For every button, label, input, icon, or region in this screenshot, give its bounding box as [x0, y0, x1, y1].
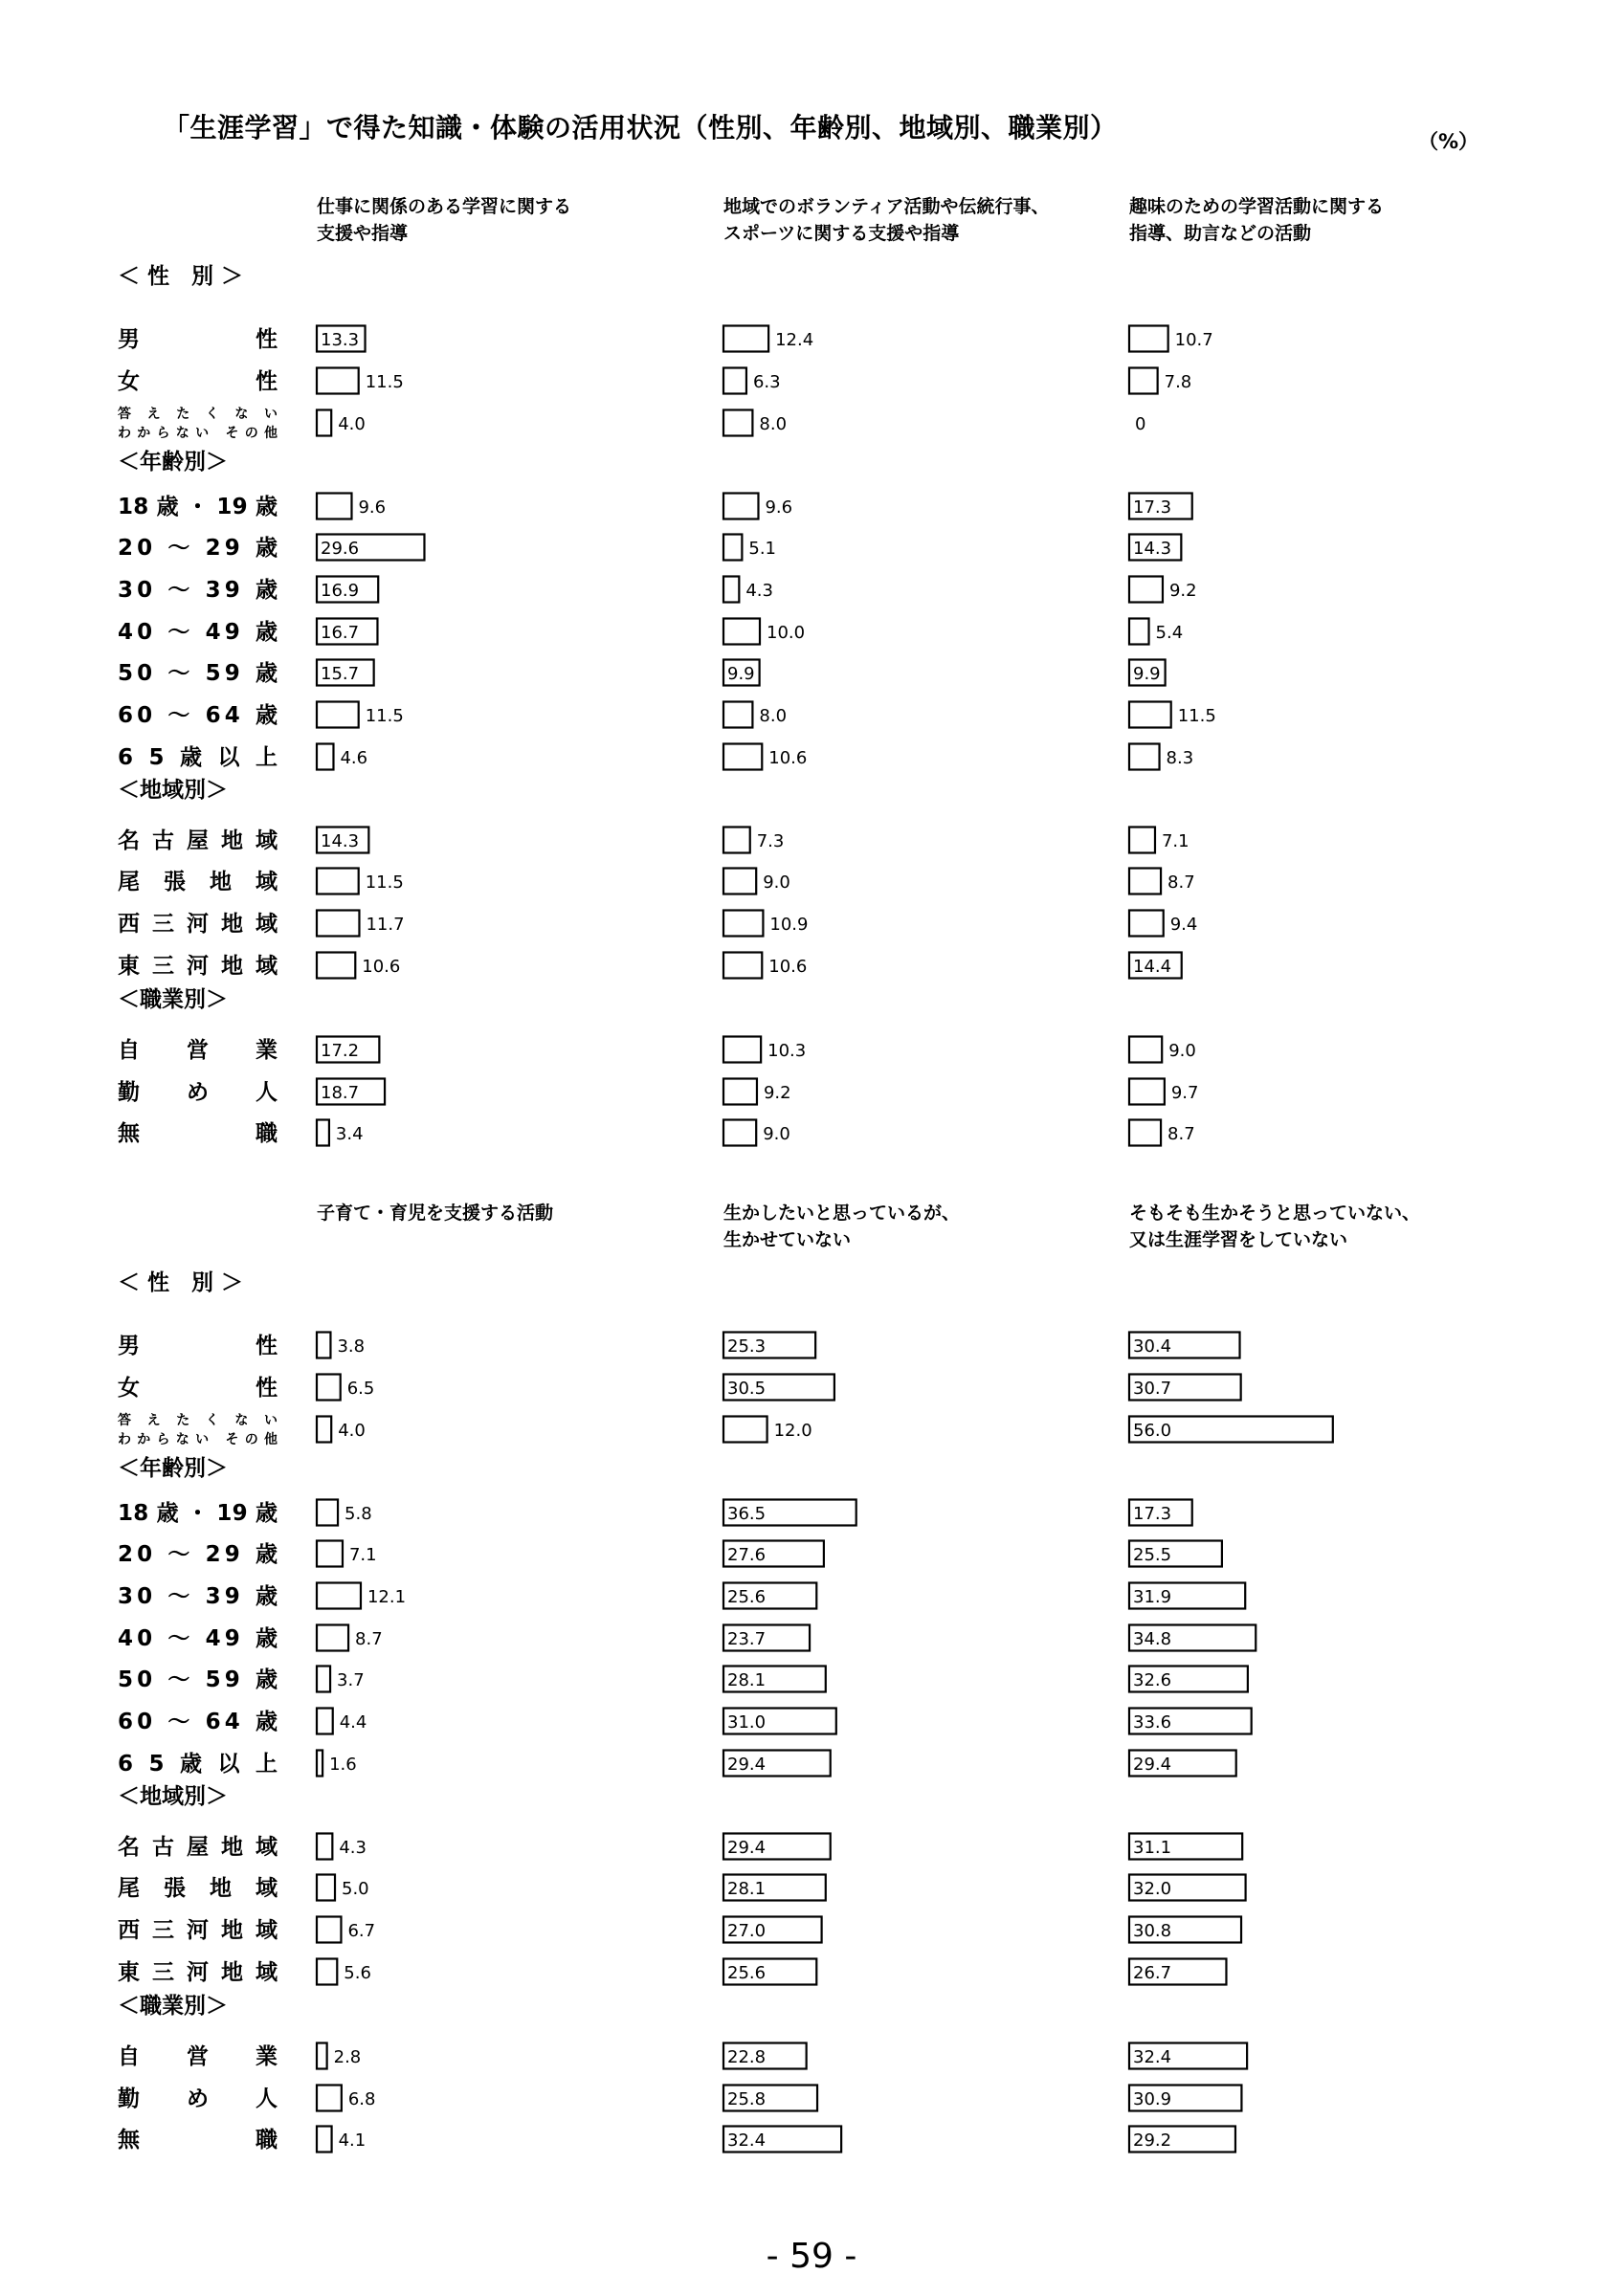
row-label: 60 ～ 64 歳 — [118, 703, 278, 728]
data-label: 56.0 — [1133, 1421, 1172, 1441]
data-label: 9.4 — [1169, 915, 1198, 935]
bar — [317, 953, 355, 979]
row-label: 40 ～ 49 歳 — [118, 620, 278, 645]
data-label: 12.0 — [773, 1421, 812, 1441]
data-label: 6.7 — [347, 1921, 376, 1941]
data-label: 5.1 — [748, 539, 777, 559]
data-label: 10.3 — [767, 1041, 807, 1061]
bar — [723, 577, 739, 603]
bar — [317, 1751, 322, 1777]
bar — [723, 1120, 756, 1146]
data-label: 30.4 — [1133, 1336, 1172, 1357]
row-label: 尾 張 地 域 — [118, 870, 278, 894]
data-label: 22.8 — [727, 2047, 767, 2067]
row-label: 西 三 河 地 域 — [118, 912, 278, 937]
bar — [317, 869, 359, 894]
data-label: 6.5 — [346, 1379, 375, 1399]
row-label: 40 ～ 49 歳 — [118, 1626, 278, 1651]
data-label: 25.3 — [727, 1336, 767, 1357]
chart-title: 子育て・育児を支援する活動 — [317, 1203, 554, 1224]
bar — [317, 911, 359, 937]
row-label: 答 え た く な い — [118, 407, 278, 422]
data-label: 9.0 — [763, 1124, 790, 1144]
data-label: 30.7 — [1133, 1379, 1172, 1399]
data-label: 14.3 — [1133, 539, 1172, 559]
group-heading: ＜ 性 別 ＞ — [118, 1270, 244, 1295]
data-label: 6.3 — [752, 372, 781, 392]
row-label: 自 営 業 — [118, 1038, 278, 1063]
bar — [723, 1079, 757, 1105]
bar — [317, 1375, 341, 1401]
chart-title: 又は生涯学習をしていない — [1129, 1229, 1348, 1250]
bar — [317, 1875, 335, 1901]
data-label: 9.7 — [1170, 1083, 1199, 1103]
row-label: 50 ～ 59 歳 — [118, 1667, 278, 1692]
chart-title: 地域でのボランティア活動や伝統行事、 — [723, 196, 1050, 217]
data-label: 8.3 — [1166, 748, 1194, 768]
chart-title: そもそも生かそうと思っていない、 — [1129, 1203, 1421, 1224]
row-label: 自 営 業 — [118, 2044, 278, 2069]
data-label: 28.1 — [727, 1670, 767, 1690]
bar — [723, 619, 760, 645]
data-label: 36.5 — [727, 1504, 767, 1524]
data-label: 4.3 — [339, 1838, 367, 1858]
row-label: 男 性 — [118, 327, 278, 352]
bar — [1129, 1079, 1165, 1105]
data-label: 9.6 — [358, 497, 387, 518]
data-label: 6.8 — [347, 2089, 376, 2109]
data-label: 9.2 — [763, 1083, 791, 1103]
row-label: 尾 張 地 域 — [118, 1876, 278, 1901]
group-heading: ＜ 性 別 ＞ — [118, 264, 244, 289]
chart-title: 生かしたいと思っているが、 — [723, 1203, 961, 1224]
group-heading: ＜地域別＞ — [118, 778, 228, 803]
row-label: 勤 め 人 — [118, 1080, 278, 1105]
data-label: 10.0 — [767, 623, 806, 643]
data-label: 8.7 — [1167, 872, 1195, 893]
data-label: 3.4 — [335, 1124, 364, 1144]
data-label: 32.0 — [1133, 1879, 1172, 1899]
data-label: 10.6 — [768, 748, 808, 768]
data-label: 4.6 — [340, 748, 368, 768]
data-label: 30.5 — [727, 1379, 767, 1399]
bar — [723, 869, 756, 894]
data-label: 33.6 — [1133, 1712, 1172, 1733]
bar — [317, 702, 359, 728]
data-label: 11.7 — [366, 915, 405, 935]
bar — [723, 410, 752, 436]
page-number: - 59 - — [766, 2237, 857, 2276]
data-label: 30.9 — [1133, 2089, 1172, 2109]
data-label: 29.2 — [1133, 2130, 1172, 2151]
data-label: 30.8 — [1133, 1921, 1172, 1941]
data-label: 5.0 — [342, 1879, 369, 1899]
bar — [317, 1120, 329, 1146]
data-label: 12.4 — [775, 330, 814, 350]
row-label: 東 三 河 地 域 — [118, 1960, 278, 1985]
data-label: 13.3 — [321, 330, 360, 350]
row-label: わからない その他 — [118, 1432, 278, 1447]
data-label: 31.0 — [727, 1712, 767, 1733]
bar — [317, 1583, 361, 1609]
row-label: 20 ～ 29 歳 — [118, 536, 278, 561]
bar — [317, 2127, 332, 2152]
data-label: 17.2 — [321, 1041, 360, 1061]
chart-title: 支援や指導 — [317, 223, 409, 244]
bar — [317, 1417, 331, 1443]
group-heading: ＜職業別＞ — [118, 1994, 228, 2019]
data-label: 9.9 — [1133, 664, 1161, 684]
data-label: 23.7 — [727, 1629, 767, 1649]
row-label: 勤 め 人 — [118, 2086, 278, 2111]
page-title: 「生涯学習」で得た知識・体験の活用状況（性別、年齢別、地域別、職業別） — [163, 112, 1118, 144]
data-label: 27.0 — [727, 1921, 767, 1941]
row-label: 男 性 — [118, 1334, 278, 1358]
data-label: 16.7 — [321, 623, 360, 643]
bar — [723, 828, 750, 853]
bar — [723, 1037, 761, 1063]
bar — [1129, 702, 1171, 728]
data-label: 28.1 — [727, 1879, 767, 1899]
group-heading: ＜職業別＞ — [118, 987, 228, 1012]
bar — [1129, 869, 1161, 894]
row-label: 6 5 歳 以 上 — [118, 1752, 278, 1777]
data-label: 7.1 — [348, 1545, 377, 1565]
bar — [317, 1959, 337, 1985]
data-label: 29.4 — [727, 1755, 767, 1775]
data-label: 4.0 — [338, 414, 366, 434]
data-label: 31.1 — [1133, 1838, 1172, 1858]
data-label: 4.1 — [338, 2130, 367, 2151]
row-label: 18 歳 ・ 19 歳 — [118, 495, 278, 519]
bar — [317, 1667, 330, 1692]
bar — [317, 410, 331, 436]
bar — [317, 1709, 333, 1734]
unit-label: （%） — [1418, 130, 1479, 153]
data-label: 32.4 — [1133, 2047, 1172, 2067]
row-label: 30 ～ 39 歳 — [118, 578, 278, 603]
bar — [1129, 577, 1163, 603]
data-label: 4.3 — [745, 581, 773, 601]
data-label: 32.6 — [1133, 1670, 1172, 1690]
row-label: わからない その他 — [118, 426, 278, 441]
chart-title: 仕事に関係のある学習に関する — [317, 196, 572, 217]
row-label: 無 職 — [118, 2128, 278, 2152]
data-label: 29.6 — [321, 539, 360, 559]
data-label: 11.5 — [1177, 706, 1216, 726]
data-label: 11.5 — [365, 872, 404, 893]
bar — [317, 1917, 341, 1943]
data-label: 10.6 — [362, 957, 401, 977]
data-label: 11.5 — [365, 706, 404, 726]
data-label: 12.1 — [367, 1587, 407, 1607]
data-label: 14.3 — [321, 831, 360, 851]
row-label: 無 職 — [118, 1121, 278, 1146]
data-label: 3.8 — [337, 1336, 366, 1357]
bar — [1129, 1037, 1162, 1063]
group-heading: ＜年齢別＞ — [118, 1456, 228, 1481]
data-label: 25.6 — [727, 1963, 767, 1983]
data-label: 25.5 — [1133, 1545, 1172, 1565]
data-label: 31.9 — [1133, 1587, 1172, 1607]
bar — [317, 1333, 330, 1358]
data-label: 5.4 — [1155, 623, 1184, 643]
bar — [317, 1500, 338, 1526]
chart-title: 生かせていない — [723, 1229, 852, 1250]
data-label: 9.6 — [765, 497, 793, 518]
chart-title: スポーツに関する支援や指導 — [723, 223, 960, 244]
bar — [723, 744, 762, 770]
row-label: 30 ～ 39 歳 — [118, 1584, 278, 1609]
data-label: 34.8 — [1133, 1629, 1172, 1649]
data-label: 32.4 — [727, 2130, 767, 2151]
data-label: 17.3 — [1133, 1504, 1172, 1524]
data-label: 14.4 — [1133, 957, 1172, 977]
bar — [317, 2086, 342, 2111]
data-label: 9.0 — [763, 872, 790, 893]
data-label: 10.7 — [1174, 330, 1213, 350]
data-label: 8.0 — [759, 706, 788, 726]
row-label: 女 性 — [118, 369, 278, 394]
row-label: 名 古 屋 地 域 — [118, 828, 278, 853]
data-label: 29.4 — [1133, 1755, 1172, 1775]
data-label: 10.6 — [768, 957, 808, 977]
data-label: 1.6 — [329, 1755, 357, 1775]
data-label: 3.7 — [337, 1670, 365, 1690]
data-label: 4.4 — [339, 1712, 367, 1733]
chart-title: 指導、助言などの活動 — [1129, 223, 1312, 244]
data-label: 18.7 — [321, 1083, 360, 1103]
data-label: 25.8 — [727, 2089, 767, 2109]
bar — [1129, 326, 1168, 352]
bar — [1129, 1120, 1161, 1146]
group-heading: ＜地域別＞ — [118, 1784, 228, 1809]
data-label: 9.0 — [1168, 1041, 1196, 1061]
data-label: 25.6 — [727, 1587, 767, 1607]
bar — [317, 744, 333, 770]
row-label: 女 性 — [118, 1376, 278, 1401]
row-label: 60 ～ 64 歳 — [118, 1710, 278, 1734]
group-heading: ＜年齢別＞ — [118, 450, 228, 475]
data-label: 27.6 — [727, 1545, 767, 1565]
data-label: 10.9 — [769, 915, 809, 935]
row-label: 50 ～ 59 歳 — [118, 661, 278, 686]
row-label: 西 三 河 地 域 — [118, 1918, 278, 1943]
data-label: 9.2 — [1168, 581, 1197, 601]
bar — [723, 326, 768, 352]
bar — [317, 2043, 327, 2069]
bar — [723, 368, 746, 394]
bar — [723, 1417, 767, 1443]
data-label: 5.6 — [344, 1963, 371, 1983]
data-label: 5.8 — [345, 1504, 372, 1524]
bar — [317, 1625, 348, 1651]
bar — [317, 368, 359, 394]
bar — [723, 953, 762, 979]
data-label: 7.3 — [756, 831, 785, 851]
data-label: 11.5 — [365, 372, 404, 392]
data-label: 7.1 — [1161, 831, 1189, 851]
bar — [1129, 619, 1149, 645]
data-label: 29.4 — [727, 1838, 767, 1858]
data-label: 4.0 — [338, 1421, 366, 1441]
chart-title: 趣味のための学習活動に関する — [1129, 196, 1385, 217]
row-label: 18 歳 ・ 19 歳 — [118, 1501, 278, 1526]
bar — [317, 1834, 332, 1860]
bar — [1129, 828, 1155, 853]
bar — [317, 494, 351, 519]
bar — [723, 911, 763, 937]
data-label: 15.7 — [321, 664, 360, 684]
data-label: 26.7 — [1133, 1963, 1172, 1983]
data-label: 7.8 — [1164, 372, 1192, 392]
row-label: 20 ～ 29 歳 — [118, 1542, 278, 1567]
data-label: 0 — [1135, 414, 1146, 434]
row-label: 答 え た く な い — [118, 1413, 278, 1428]
bar — [1129, 911, 1164, 937]
row-label: 6 5 歳 以 上 — [118, 745, 278, 770]
row-label: 名 古 屋 地 域 — [118, 1835, 278, 1860]
bar — [723, 494, 758, 519]
data-label: 2.8 — [333, 2047, 362, 2067]
bar — [723, 702, 752, 728]
data-label: 8.0 — [759, 414, 788, 434]
data-label: 17.3 — [1133, 497, 1172, 518]
bar — [317, 1541, 343, 1567]
data-label: 16.9 — [321, 581, 360, 601]
bar — [1129, 368, 1158, 394]
data-label: 8.7 — [1167, 1124, 1195, 1144]
row-label: 東 三 河 地 域 — [118, 954, 278, 979]
bar — [1129, 744, 1160, 770]
data-label: 9.9 — [727, 664, 755, 684]
data-label: 8.7 — [355, 1629, 383, 1649]
bar — [723, 535, 742, 561]
